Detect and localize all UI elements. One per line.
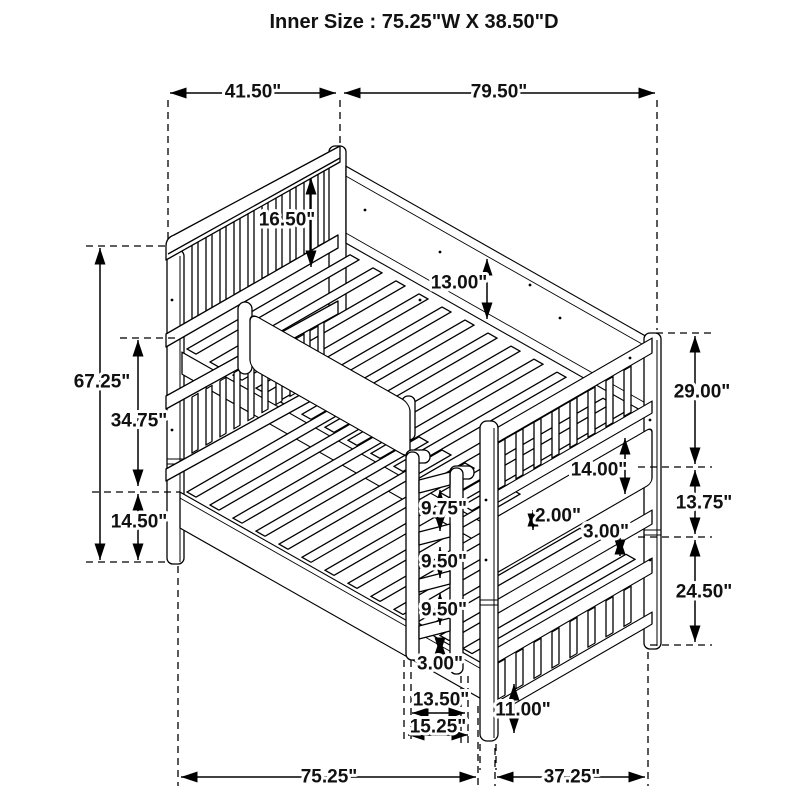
dim-label-ladder-foot: 3.00"	[417, 653, 463, 675]
dim-label-lower-deck: 14.50"	[110, 511, 168, 533]
dim-label-right-mid: 13.75"	[675, 492, 733, 514]
dim-label-headboard-height: 16.50"	[258, 209, 316, 231]
ladder-left-stile	[406, 452, 419, 660]
dim-label-rail-thickness: 3.00"	[583, 521, 629, 543]
dim-label-top-length: 79.50"	[470, 81, 528, 103]
back-right-post	[644, 333, 661, 649]
dim-label-ladder-step-low: 9.50"	[421, 599, 467, 621]
dim-label-ladder-inner: 13.50"	[412, 689, 470, 711]
dim-label-back-rail-height: 13.00"	[430, 272, 488, 294]
dim-label-under-clearance: 11.00"	[495, 699, 551, 721]
dim-label-slat-thickness: 2.00"	[535, 505, 581, 527]
dim-label-bottom-depth: 37.25"	[543, 766, 601, 788]
dim-label-side-panel: 14.00"	[570, 459, 628, 481]
dim-label-right-top: 29.00"	[673, 381, 731, 403]
dim-label-ladder-step-mid: 9.50"	[421, 551, 467, 573]
dim-label-ladder-outer: 15.25"	[409, 716, 467, 738]
dim-label-upper-to-lower: 34.75"	[110, 410, 168, 432]
front-right-post	[480, 421, 498, 741]
dim-label-bottom-length: 75.25"	[300, 766, 358, 788]
title: Inner Size : 75.25"W X 38.50"D	[269, 11, 559, 33]
dim-label-ladder-step-top: 9.75"	[421, 498, 467, 520]
dim-label-overall-height: 67.25"	[73, 371, 131, 393]
dim-label-top-head-width: 41.50"	[224, 81, 282, 103]
dim-label-right-bottom: 24.50"	[675, 581, 733, 603]
bunk-bed-drawing	[166, 146, 661, 741]
